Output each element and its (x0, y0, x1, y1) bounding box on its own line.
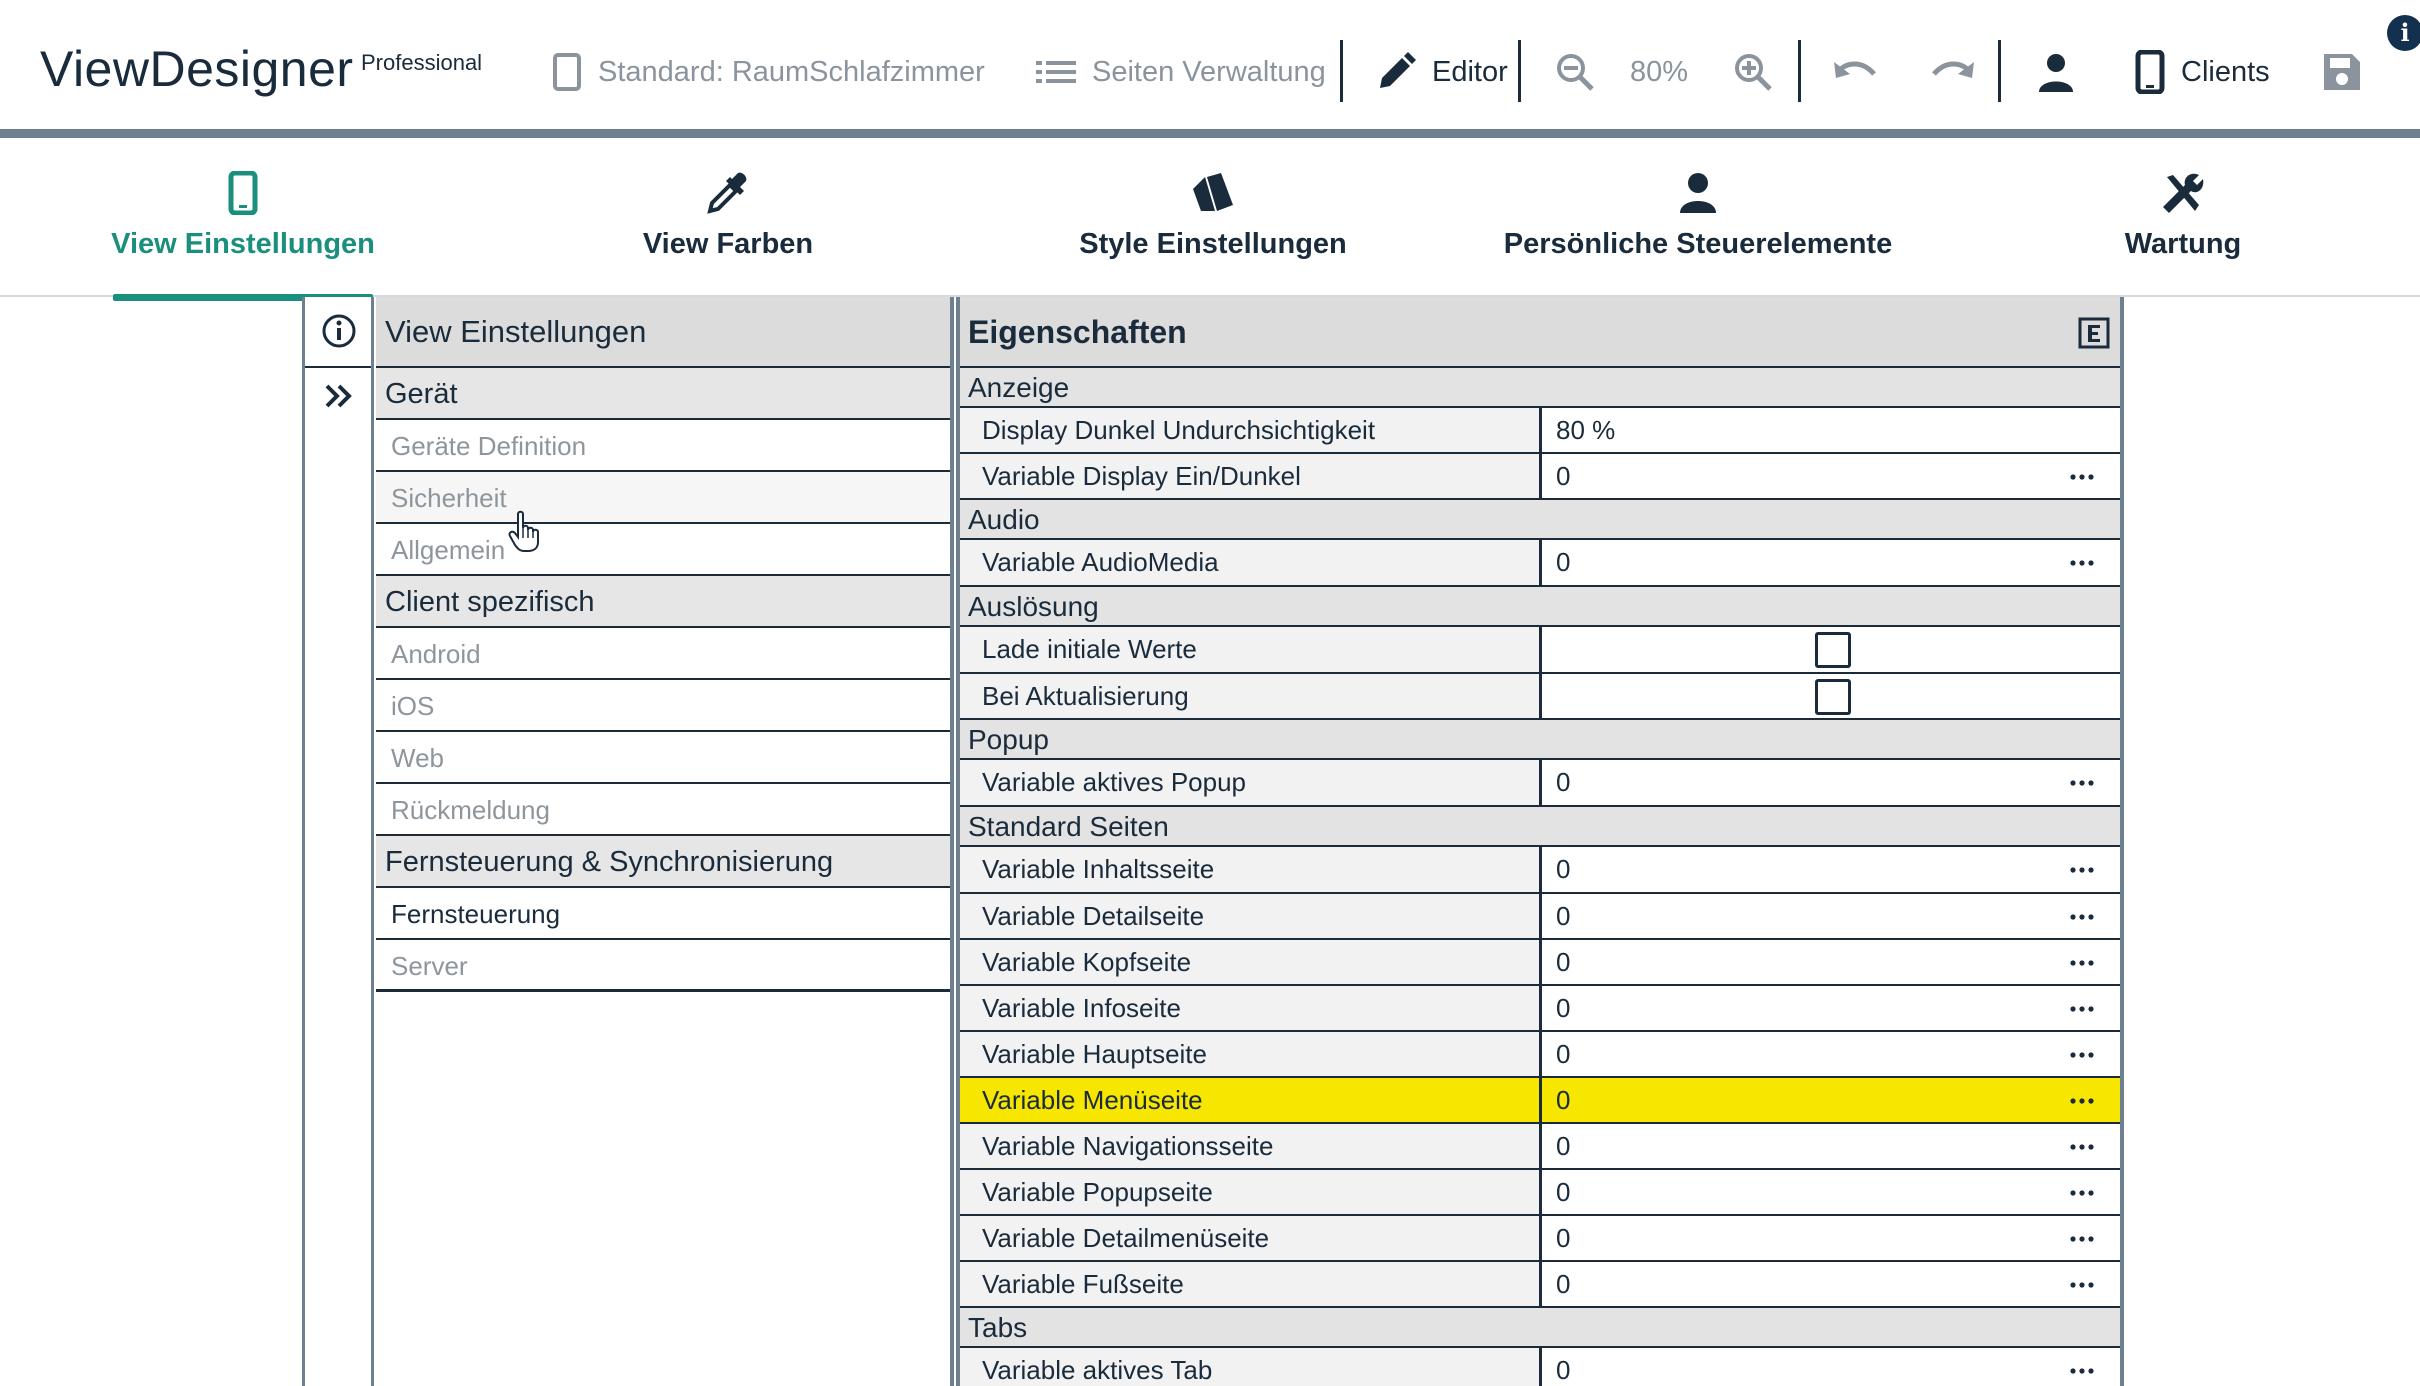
prop-value: 80 % (1556, 415, 1616, 445)
prop-value: 0 (1556, 547, 1571, 577)
prop-row-fussseite (960, 1262, 2120, 1308)
swatches-icon (1191, 171, 1235, 215)
prop-label: Display Dunkel Undurchsichtigkeit (960, 408, 1542, 452)
more-icon[interactable] (2070, 780, 2094, 786)
properties-panel (956, 297, 2124, 1386)
more-icon[interactable] (2070, 867, 2094, 873)
prop-row-menueseite (960, 1078, 2120, 1124)
top-toolbar (0, 0, 2420, 138)
toolbar-divider (1518, 40, 1521, 102)
more-icon[interactable] (2070, 1006, 2094, 1012)
prop-label: Variable Kopfseite (960, 940, 1542, 984)
prop-value: 0 (1556, 993, 1571, 1023)
prop-row-audio-media (960, 540, 2120, 587)
prop-value-input[interactable] (1542, 894, 2120, 938)
editor-button[interactable] (1376, 46, 1508, 98)
more-icon[interactable] (2070, 1144, 2094, 1150)
info-icon[interactable] (321, 313, 357, 349)
section-standard-seiten: Standard Seiten (960, 807, 2120, 847)
standard-view-label: Standard: RaumSchlafzimmer (598, 55, 985, 88)
prop-value-input[interactable] (1542, 540, 2120, 585)
nav-item-sicherheit[interactable]: Sicherheit (376, 472, 950, 524)
list-icon (1036, 57, 1076, 87)
prop-row-lade-initiale-werte (960, 627, 2120, 674)
prop-value: 0 (1556, 854, 1571, 884)
tab-label: Style Einstellungen (1079, 228, 1347, 260)
phone-outline-icon (552, 52, 582, 92)
undo-button[interactable] (1832, 46, 1878, 98)
zoom-level: 80% (1630, 55, 1689, 88)
prop-value: 0 (1556, 767, 1571, 797)
nav-title: View Einstellungen (376, 297, 950, 368)
prop-value-input[interactable] (1542, 1032, 2120, 1076)
hand-cursor-icon (508, 510, 542, 552)
prop-value: 0 (1556, 1355, 1571, 1385)
double-chevron-right-icon[interactable] (323, 380, 355, 412)
prop-value-cell (1542, 674, 2120, 718)
prop-row-aktives-tab (960, 1348, 2120, 1386)
nav-item-allgemein[interactable]: Allgemein (376, 524, 950, 576)
prop-value-input[interactable] (1542, 1078, 2120, 1122)
more-icon[interactable] (2070, 1282, 2094, 1288)
prop-label: Variable Display Ein/Dunkel (960, 454, 1542, 498)
prop-value: 0 (1556, 1177, 1571, 1207)
person-icon (1678, 171, 1718, 215)
pencil-icon (1376, 52, 1416, 92)
prop-label: Variable aktives Popup (960, 760, 1542, 805)
nav-group-geraet: Gerät (376, 368, 950, 420)
nav-item-web[interactable]: Web (376, 732, 950, 784)
main-tabs (0, 147, 2420, 297)
person-icon (2036, 52, 2076, 92)
side-rail (302, 297, 374, 1386)
prop-value-input[interactable] (1542, 408, 2120, 452)
app-edition: Professional (361, 50, 483, 75)
nav-group-fernsteuerung-sync: Fernsteuerung & Synchronisierung (376, 836, 950, 888)
prop-value-cell (1542, 627, 2120, 672)
nav-item-geraete-definition[interactable]: Geräte Definition (376, 420, 950, 472)
prop-value: 0 (1556, 901, 1571, 931)
tab-style-einstellungen[interactable] (970, 147, 1456, 297)
tab-wartung[interactable] (1940, 147, 2420, 297)
section-ausloesung: Auslösung (960, 587, 2120, 627)
prop-row-navigationsseite (960, 1124, 2120, 1170)
zoom-in-icon (1733, 52, 1773, 92)
zoom-out-icon (1555, 52, 1595, 92)
prop-label: Variable AudioMedia (960, 540, 1542, 585)
tab-persoenliche-steuerelemente[interactable] (1455, 147, 1941, 297)
zoom-in-button[interactable] (1733, 46, 1773, 98)
prop-row-bei-aktualisierung (960, 674, 2120, 720)
phone-icon (2135, 50, 2165, 94)
tab-label: Wartung (2124, 228, 2242, 260)
section-tabs: Tabs (960, 1308, 2120, 1348)
settings-navigation (376, 297, 954, 1386)
phone-icon (228, 171, 258, 215)
prop-label: Variable Detailmenüseite (960, 1216, 1542, 1260)
redo-icon (1930, 52, 1976, 92)
save-button[interactable] (2322, 46, 2362, 98)
toolbar-divider (1340, 40, 1343, 102)
section-anzeige: Anzeige (960, 368, 2120, 408)
tab-label: View Farben (642, 228, 814, 260)
prop-label: Variable Detailseite (960, 894, 1542, 938)
more-icon[interactable] (2070, 914, 2094, 920)
nav-group-client-spezifisch: Client spezifisch (376, 576, 950, 628)
prop-label: Variable Menüseite (960, 1078, 1542, 1122)
lade-initiale-werte-checkbox[interactable] (1815, 632, 1851, 668)
nav-item-ios[interactable]: iOS (376, 680, 950, 732)
save-icon (2322, 52, 2362, 92)
prop-label: Variable Navigationsseite (960, 1124, 1542, 1168)
prop-value: 0 (1556, 1085, 1571, 1115)
standard-view-button[interactable] (552, 46, 985, 98)
pages-management-button[interactable] (1036, 46, 1326, 98)
prop-label: Variable Inhaltsseite (960, 847, 1542, 892)
prop-value-input[interactable] (1542, 1124, 2120, 1168)
prop-value: 0 (1556, 947, 1571, 977)
pages-management-label: Seiten Verwaltung (1092, 55, 1326, 88)
prop-row-detailmenueseite (960, 1216, 2120, 1262)
more-icon[interactable] (2070, 1098, 2094, 1104)
section-audio: Audio (960, 500, 2120, 540)
prop-label: Variable Infoseite (960, 986, 1542, 1030)
more-icon[interactable] (2070, 1190, 2094, 1196)
zoom-out-button[interactable] (1555, 46, 1595, 98)
toolbar-divider (1998, 40, 2001, 102)
undo-icon (1832, 52, 1878, 92)
tab-view-farben[interactable] (485, 147, 971, 297)
prop-row-infoseite (960, 986, 2120, 1032)
prop-value: 0 (1556, 1131, 1571, 1161)
prop-row-popupseite (960, 1170, 2120, 1216)
clients-label: Clients (2181, 55, 2270, 88)
more-icon[interactable] (2070, 560, 2094, 566)
prop-value: 0 (1556, 1223, 1571, 1253)
prop-value-input[interactable] (1542, 847, 2120, 892)
prop-label: Variable Popupseite (960, 1170, 1542, 1214)
editor-label: Editor (1432, 55, 1508, 88)
nav-item-server[interactable]: Server (376, 940, 950, 992)
properties-header (960, 297, 2120, 368)
prop-value: 0 (1556, 1039, 1571, 1069)
prop-value-input[interactable] (1542, 986, 2120, 1030)
more-icon[interactable] (2070, 474, 2094, 480)
section-popup: Popup (960, 720, 2120, 760)
prop-row-display-dunkel (960, 408, 2120, 454)
info-badge-icon[interactable]: i (2387, 15, 2420, 51)
prop-label: Variable Fußseite (960, 1262, 1542, 1306)
more-icon[interactable] (2070, 1236, 2094, 1242)
app-title: ViewDesigner (40, 41, 354, 97)
bei-aktualisierung-checkbox[interactable] (1815, 679, 1851, 715)
prop-value-input[interactable] (1542, 454, 2120, 498)
prop-row-inhaltsseite (960, 847, 2120, 894)
prop-label: Variable Hauptseite (960, 1032, 1542, 1076)
clients-button[interactable] (2135, 46, 2270, 98)
prop-row-display-ein (960, 454, 2120, 500)
prop-row-aktives-popup (960, 760, 2120, 807)
user-button[interactable] (2036, 46, 2076, 98)
redo-button[interactable] (1930, 46, 1976, 98)
prop-value-input[interactable] (1542, 940, 2120, 984)
prop-value-input[interactable] (1542, 1170, 2120, 1214)
tab-label: Persönliche Steuerelemente (1503, 228, 1893, 260)
more-icon[interactable] (2070, 1052, 2094, 1058)
more-icon[interactable] (2070, 960, 2094, 966)
nav-item-rueckmeldung[interactable]: Rückmeldung (376, 784, 950, 836)
rail-divider (305, 366, 371, 368)
toolbar-divider (1798, 40, 1801, 102)
prop-row-detailseite (960, 894, 2120, 940)
tools-icon (2161, 171, 2205, 215)
nav-item-android[interactable]: Android (376, 628, 950, 680)
tab-label: View Einstellungen (111, 228, 375, 260)
prop-label: Bei Aktualisierung (960, 674, 1542, 718)
prop-value: 0 (1556, 1269, 1571, 1299)
prop-row-hauptseite (960, 1032, 2120, 1078)
prop-value-input[interactable] (1542, 760, 2120, 805)
export-icon[interactable] (2078, 317, 2110, 349)
prop-value-input[interactable] (1542, 1216, 2120, 1260)
prop-value-input[interactable] (1542, 1348, 2120, 1386)
prop-label: Variable aktives Tab (960, 1348, 1542, 1386)
properties-title: Eigenschaften (968, 314, 1187, 350)
eyedropper-icon (706, 171, 750, 215)
nav-item-fernsteuerung[interactable]: Fernsteuerung (376, 888, 950, 940)
tab-view-einstellungen[interactable] (0, 147, 486, 297)
prop-label: Lade initiale Werte (960, 627, 1542, 672)
more-icon[interactable] (2070, 1368, 2094, 1374)
prop-value: 0 (1556, 461, 1571, 491)
prop-value-input[interactable] (1542, 1262, 2120, 1306)
prop-row-kopfseite (960, 940, 2120, 986)
